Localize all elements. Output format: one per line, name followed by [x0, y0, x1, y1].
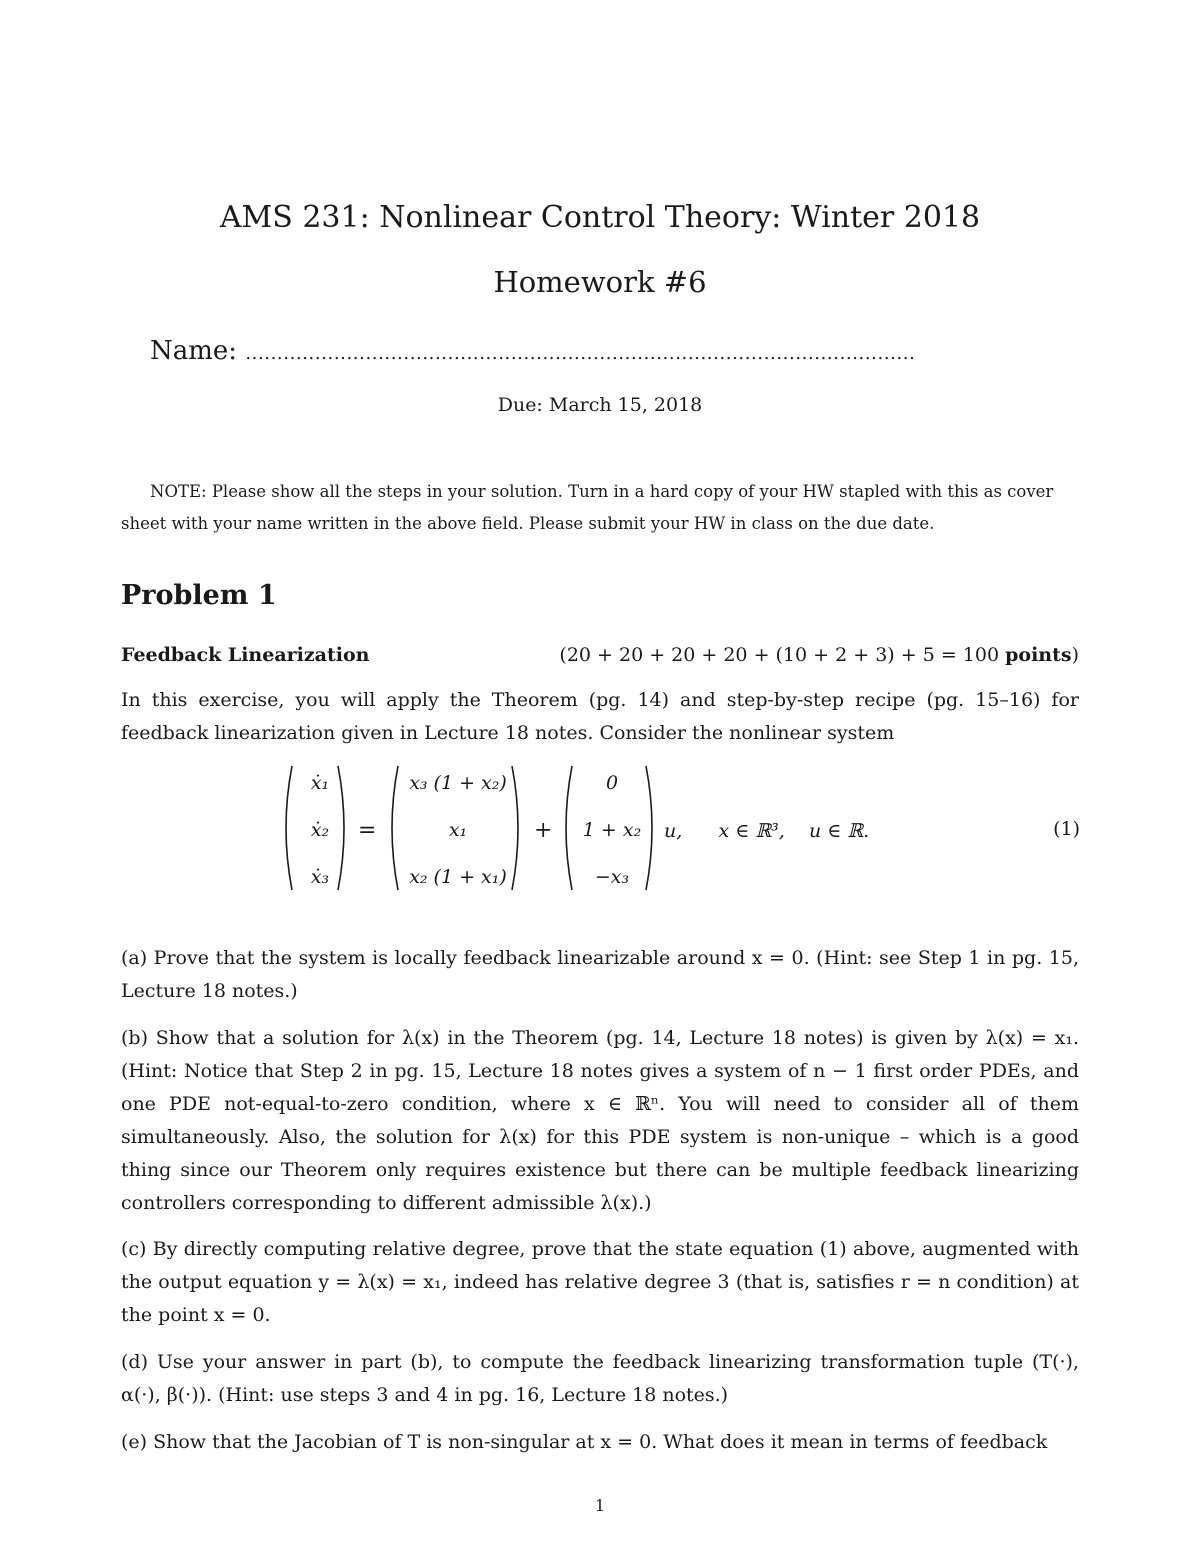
input-entry: −x₃ [594, 865, 630, 888]
part-c: (c) By directly computing relative degree, prove that the state equation (1) above, augmented with the output equation y = λ(x) = x₁, indeed has relative degree 3 (that is, satisfies r = n condition) at the point x = 0. [121, 1238, 1079, 1326]
part-b: (b) Show that a solution for λ(x) in the Theorem (pg. 14, Lecture 18 notes) is given by λ(x) = x₁. (Hint: Notice that Step 2 in pg. 15, Lecture 18 notes gives a system of n − 1 first order PDEs, and one PDE not-equal-to-zero condition, where x ∈ ℝⁿ. You will need to consider all of them simultaneously. Also, the solution for λ(x) for this PDE system is non-unique – which is a good thing since our Theorem only requires existence but there can be multiple feedback linearizing controllers corresponding to different admissible λ(x).) [121, 1027, 1079, 1214]
points-word: points [1005, 644, 1072, 666]
plus-sign: + [534, 818, 553, 843]
part-a: (a) Prove that the system is locally feedback linearizable around x = 0. (Hint: see Step 1 in pg. 15, Lecture 18 notes.) [121, 947, 1079, 1002]
problem-intro: In this exercise, you will apply the Theorem (pg. 14) and step-by-step recipe (pg. 15–16) for feedback linearization given in Lecture 18 notes. Consider the nonlinear system [121, 689, 1079, 744]
note-line-1: NOTE: Please show all the steps in your solution. Turn in a hard copy of your HW stapled with this as cover [150, 482, 1054, 501]
lhs-vector [300, 760, 340, 900]
note-paragraph [121, 476, 1081, 540]
input-entry: 1 + x₂ [582, 818, 642, 841]
name-dots: .......................................................................................................... [245, 343, 916, 364]
page-number: 1 [594, 1496, 606, 1515]
lhs-entry: ẋ₂ [310, 818, 330, 841]
right-paren-icon [510, 764, 524, 892]
part-d: (d) Use your answer in part (b), to compute the feedback linearizing transformation tuple (T(·), α(·), β(·)). (Hint: use steps 3 and 4 in pg. 16, Lecture 18 notes.) [121, 1351, 1079, 1406]
lhs-entry: ẋ₁ [310, 772, 330, 795]
right-paren-icon [336, 764, 350, 892]
problem-subtitle: Feedback Linearization [121, 644, 370, 666]
system-equation [280, 760, 1080, 900]
drift-vector [398, 760, 518, 900]
name-label: Name: [150, 336, 238, 366]
drift-entry: x₃ (1 + x₂) [409, 772, 507, 795]
drift-entry: x₁ [448, 818, 468, 841]
due-date: Due: March 15, 2018 [497, 394, 703, 416]
equation-number: (1) [1053, 818, 1080, 840]
left-paren-icon [280, 764, 294, 892]
document-title: AMS 231: Nonlinear Control Theory: Winter 2018 [219, 200, 981, 235]
note-line-2: sheet with your name written in the above field. Please submit your HW in class on the due date. [121, 514, 935, 533]
points-suffix: ) [1071, 644, 1079, 666]
equation-tail: u, x ∈ ℝ³, u ∈ ℝ. [664, 820, 870, 842]
equals-sign: = [358, 818, 377, 843]
points-prefix: (20 + 20 + 20 + 20 + (10 + 2 + 3) + 5 = 100 [559, 644, 1000, 666]
lhs-entry: ẋ₃ [310, 865, 330, 888]
homework-number: Homework #6 [493, 265, 707, 299]
right-paren-icon [644, 764, 658, 892]
points-breakdown [559, 644, 1079, 666]
problem-title: Problem 1 [121, 580, 277, 611]
input-entry: 0 [605, 772, 619, 795]
part-e: (e) Show that the Jacobian of T is non-singular at x = 0. What does it mean in terms of feedback [121, 1431, 1048, 1453]
input-vector [572, 760, 652, 900]
drift-entry: x₂ (1 + x₁) [409, 865, 507, 888]
name-field-row [150, 336, 915, 366]
